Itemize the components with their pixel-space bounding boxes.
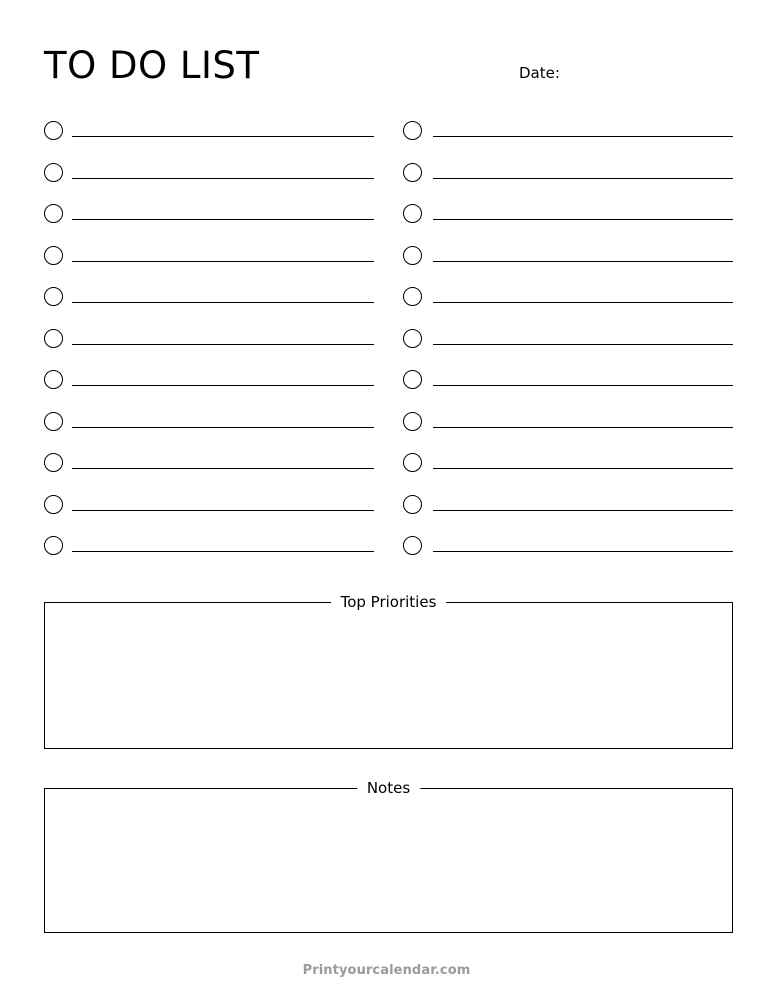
checkbox-circle-icon[interactable]: [44, 121, 63, 140]
task-write-line[interactable]: [433, 166, 733, 179]
task-write-line[interactable]: [433, 373, 733, 386]
checkbox-circle-icon[interactable]: [44, 453, 63, 472]
task-write-line[interactable]: [433, 207, 733, 220]
checklist-column-right: [403, 110, 733, 567]
notes-writing-area[interactable]: [45, 789, 732, 932]
task-write-line[interactable]: [72, 539, 374, 552]
task-row[interactable]: [44, 484, 374, 526]
task-row[interactable]: [44, 401, 374, 443]
page-header: [44, 44, 729, 96]
task-row[interactable]: [403, 110, 733, 152]
checkbox-circle-icon[interactable]: [403, 287, 422, 306]
task-row[interactable]: [403, 152, 733, 194]
task-row[interactable]: [44, 110, 374, 152]
task-write-line[interactable]: [433, 290, 733, 303]
task-write-line[interactable]: [72, 124, 374, 137]
task-write-line[interactable]: [72, 249, 374, 262]
task-write-line[interactable]: [72, 332, 374, 345]
top-priorities-legend: Top Priorities: [331, 593, 447, 611]
task-row[interactable]: [403, 525, 733, 567]
checkbox-circle-icon[interactable]: [44, 495, 63, 514]
task-row[interactable]: [44, 152, 374, 194]
task-row[interactable]: [403, 276, 733, 318]
task-row[interactable]: [44, 193, 374, 235]
checkbox-circle-icon[interactable]: [44, 329, 63, 348]
task-row[interactable]: [403, 484, 733, 526]
checkbox-circle-icon[interactable]: [44, 412, 63, 431]
task-row[interactable]: [403, 442, 733, 484]
task-write-line[interactable]: [433, 456, 733, 469]
checkbox-circle-icon[interactable]: [403, 453, 422, 472]
checkbox-circle-icon[interactable]: [44, 287, 63, 306]
task-row[interactable]: [44, 318, 374, 360]
task-write-line[interactable]: [72, 415, 374, 428]
task-write-line[interactable]: [72, 498, 374, 511]
checkbox-circle-icon[interactable]: [403, 204, 422, 223]
task-row[interactable]: [44, 525, 374, 567]
task-write-line[interactable]: [433, 498, 733, 511]
task-write-line[interactable]: [72, 373, 374, 386]
top-priorities-writing-area[interactable]: [45, 603, 732, 748]
task-row[interactable]: [44, 442, 374, 484]
date-label: Date:: [519, 64, 560, 82]
checkbox-circle-icon[interactable]: [44, 163, 63, 182]
task-row[interactable]: [44, 359, 374, 401]
task-write-line[interactable]: [433, 415, 733, 428]
checkbox-circle-icon[interactable]: [403, 370, 422, 389]
checkbox-circle-icon[interactable]: [403, 412, 422, 431]
task-write-line[interactable]: [72, 456, 374, 469]
checkbox-circle-icon[interactable]: [403, 536, 422, 555]
page-title: TO DO LIST: [44, 44, 260, 87]
checkbox-circle-icon[interactable]: [403, 246, 422, 265]
checklist-column-left: [44, 110, 374, 567]
task-row[interactable]: [403, 318, 733, 360]
task-row[interactable]: [403, 235, 733, 277]
checklist: [44, 110, 733, 567]
checkbox-circle-icon[interactable]: [403, 329, 422, 348]
top-priorities-box[interactable]: [44, 593, 733, 749]
checkbox-circle-icon[interactable]: [44, 370, 63, 389]
task-row[interactable]: [403, 193, 733, 235]
checkbox-circle-icon[interactable]: [44, 536, 63, 555]
task-write-line[interactable]: [72, 166, 374, 179]
task-write-line[interactable]: [72, 207, 374, 220]
checkbox-circle-icon[interactable]: [403, 495, 422, 514]
checkbox-circle-icon[interactable]: [44, 204, 63, 223]
checkbox-circle-icon[interactable]: [403, 163, 422, 182]
checkbox-circle-icon[interactable]: [44, 246, 63, 265]
task-row[interactable]: [403, 359, 733, 401]
task-write-line[interactable]: [433, 539, 733, 552]
task-write-line[interactable]: [72, 290, 374, 303]
task-row[interactable]: [403, 401, 733, 443]
task-write-line[interactable]: [433, 249, 733, 262]
footer-credit: Printyourcalendar.com: [302, 963, 471, 978]
checkbox-circle-icon[interactable]: [403, 121, 422, 140]
task-write-line[interactable]: [433, 124, 733, 137]
task-row[interactable]: [44, 276, 374, 318]
notes-legend: Notes: [357, 779, 420, 797]
task-row[interactable]: [44, 235, 374, 277]
notes-box[interactable]: [44, 779, 733, 933]
task-write-line[interactable]: [433, 332, 733, 345]
